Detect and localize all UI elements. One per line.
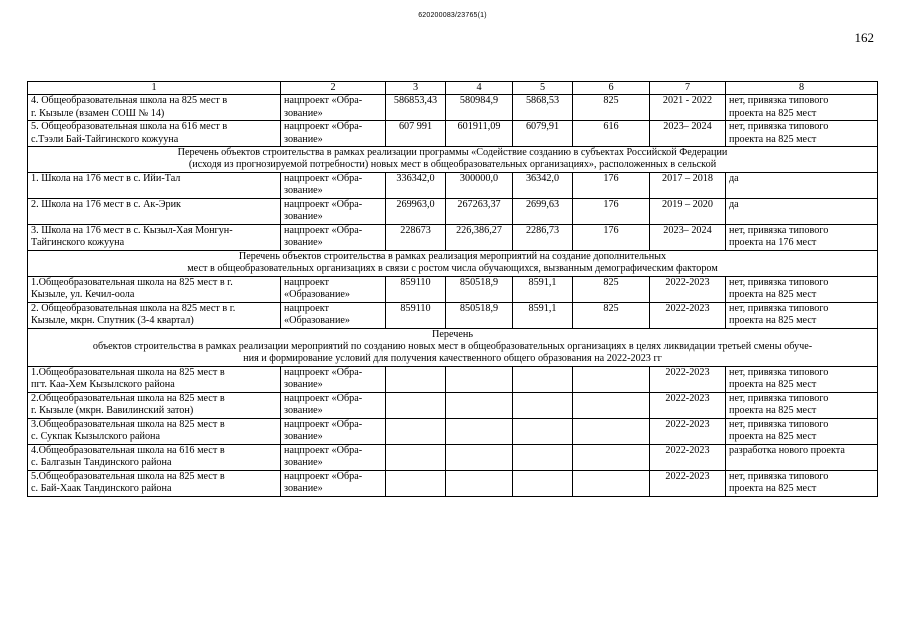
table-row (28, 302, 878, 328)
funding-source-cell (281, 121, 386, 147)
cell-line: с.Тээли Бай-Тайгинского кожууна (31, 133, 179, 145)
cell-line: объектов строительства в рамках реализации мероприятий по созданию новых мест в общеобразовательных организациях в целях ликвидации третьей смены обуче- (92, 341, 813, 353)
cell-line: проекта на 825 мест (729, 107, 817, 119)
note-cell (726, 95, 878, 121)
object-name-cell (28, 470, 281, 496)
cell-line: нацпроект «Обра- (284, 366, 363, 378)
cell-line: нет, привязка типового (729, 302, 829, 314)
section-title-row (28, 328, 878, 366)
value-cell-c6: 825 (573, 276, 650, 302)
cell-line: нацпроект «Обра- (284, 172, 363, 184)
value-cell-c4: 850518,9 (446, 276, 513, 302)
value-cell-c4: 226,386,27 (446, 224, 513, 250)
cell-line: «Образование» (284, 289, 351, 301)
cell-line: зование» (284, 185, 323, 197)
funding-source-cell (281, 172, 386, 198)
table-row (28, 392, 878, 418)
value-cell-c4 (446, 470, 513, 496)
cell-line: 5. Общеобразовательная школа на 616 мест в (31, 121, 228, 132)
cell-line: Перечень объектов строительства в рамках реализации программы «Содействие созданию в субъектах Российской Федерации (177, 147, 728, 158)
column-header: 5 (513, 82, 573, 95)
cell-line: с. Сукпак Кызылского района (31, 431, 161, 443)
value-cell-c7: 2023– 2024 (650, 224, 726, 250)
cell-line: нет, привязка типового (729, 95, 829, 106)
note-cell (726, 224, 878, 250)
cell-line: Перечень (432, 328, 473, 340)
value-cell-c4: 267263,37 (446, 198, 513, 224)
value-cell-c7: 2022-2023 (650, 444, 726, 470)
value-cell-c6 (573, 418, 650, 444)
cell-line: проекта на 825 мест (729, 431, 817, 443)
note-cell (726, 470, 878, 496)
cell-line: 1.Общеобразовательная школа на 825 мест в г. (31, 276, 233, 288)
cell-line: зование» (284, 379, 323, 391)
cell-line: зование» (284, 405, 323, 417)
column-header: 1 (28, 82, 281, 95)
cell-line: нет, привязка типового (729, 418, 829, 430)
cell-line: нет, привязка типового (729, 121, 829, 132)
table-row (28, 276, 878, 302)
cell-line: 1. Школа на 176 мест в с. Ийи-Тал (31, 172, 181, 184)
value-cell-c7: 2021 - 2022 (650, 95, 726, 121)
funding-source-cell (281, 276, 386, 302)
column-number-header-row (28, 82, 878, 95)
object-name-cell (28, 302, 281, 328)
cell-line: 1.Общеобразовательная школа на 825 мест в (31, 366, 225, 378)
value-cell-c7: 2022-2023 (650, 470, 726, 496)
cell-line: 3.Общеобразовательная школа на 825 мест в (31, 418, 225, 430)
value-cell-c6: 176 (573, 172, 650, 198)
page-number: 162 (854, 30, 874, 45)
cell-line: нацпроект «Обра- (284, 198, 363, 210)
cell-line: да (729, 172, 739, 184)
value-cell-c7: 2022-2023 (650, 366, 726, 392)
cell-line: «Образование» (284, 315, 351, 327)
value-cell-c3: 607 991 (386, 121, 446, 147)
object-name-cell (28, 444, 281, 470)
cell-line: ния и формирование условий для получения качественного общего образования на 2022-2023 гг (243, 353, 662, 365)
cell-line: 5.Общеобразовательная школа на 825 мест в (31, 470, 225, 482)
value-cell-c5 (513, 392, 573, 418)
funding-source-cell (281, 392, 386, 418)
cell-line: нет, привязка типового (729, 224, 829, 236)
cell-line: зование» (284, 237, 323, 249)
table-row (28, 172, 878, 198)
cell-line: проекта на 825 мест (729, 483, 817, 495)
cell-line: пгт. Каа-Хем Кызылского района (31, 379, 175, 391)
object-name-cell (28, 95, 281, 121)
note-cell (726, 392, 878, 418)
value-cell-c6: 825 (573, 95, 650, 121)
cell-line: зование» (284, 107, 323, 119)
cell-line: нацпроект «Обра- (284, 95, 363, 106)
value-cell-c4: 850518,9 (446, 302, 513, 328)
value-cell-c4 (446, 392, 513, 418)
value-cell-c6: 825 (573, 302, 650, 328)
cell-line: проекта на 825 мест (729, 405, 817, 417)
value-cell-c6 (573, 444, 650, 470)
value-cell-c3: 859110 (386, 302, 446, 328)
section-title-row (28, 147, 878, 173)
cell-line: проекта на 825 мест (729, 133, 817, 145)
value-cell-c3 (386, 470, 446, 496)
table-row (28, 444, 878, 470)
column-header: 6 (573, 82, 650, 95)
cell-line: Кызыле, ул. Кечил-оола (31, 289, 135, 301)
value-cell-c4 (446, 418, 513, 444)
cell-line: нет, привязка типового (729, 276, 829, 288)
value-cell-c7: 2023– 2024 (650, 121, 726, 147)
value-cell-c3 (386, 392, 446, 418)
value-cell-c5 (513, 470, 573, 496)
cell-line: Тайгинского кожууна (31, 237, 125, 249)
cell-line: 4.Общеобразовательная школа на 616 мест в (31, 444, 225, 456)
value-cell-c5 (513, 444, 573, 470)
value-cell-c5: 2699,63 (513, 198, 573, 224)
value-cell-c7: 2022-2023 (650, 276, 726, 302)
section-title (28, 328, 878, 366)
value-cell-c4 (446, 444, 513, 470)
cell-line: нацпроект «Обра- (284, 224, 363, 236)
construction-objects-table (27, 81, 878, 497)
table-row (28, 418, 878, 444)
cell-line: зование» (284, 431, 323, 443)
value-cell-c3: 228673 (386, 224, 446, 250)
section-title (28, 147, 878, 173)
cell-line: зование» (284, 211, 323, 223)
column-header: 8 (726, 82, 878, 95)
note-cell (726, 121, 878, 147)
cell-line: нет, привязка типового (729, 366, 829, 378)
value-cell-c4: 601911,09 (446, 121, 513, 147)
object-name-cell (28, 198, 281, 224)
column-header: 2 (281, 82, 386, 95)
note-cell (726, 198, 878, 224)
cell-line: нацпроект «Обра- (284, 121, 363, 132)
value-cell-c3: 336342,0 (386, 172, 446, 198)
cell-line: нацпроект «Обра- (284, 470, 363, 482)
cell-line: нет, привязка типового (729, 392, 829, 404)
funding-source-cell (281, 418, 386, 444)
funding-source-cell (281, 366, 386, 392)
cell-line: проекта на 825 мест (729, 289, 817, 301)
value-cell-c3 (386, 444, 446, 470)
value-cell-c7: 2022-2023 (650, 418, 726, 444)
value-cell-c5: 2286,73 (513, 224, 573, 250)
cell-line: (исходя из прогнозируемой потребности) новых мест в общеобразовательных организациях», расположенных в сельской (188, 159, 717, 171)
section-title (28, 250, 878, 276)
cell-line: 2. Общеобразовательная школа на 825 мест в г. (31, 302, 236, 314)
cell-line: разработка нового проекта (729, 444, 845, 456)
value-cell-c6 (573, 470, 650, 496)
value-cell-c5 (513, 418, 573, 444)
table-row (28, 470, 878, 496)
note-cell (726, 172, 878, 198)
note-cell (726, 276, 878, 302)
document-id: 620200083/23765(1) (418, 12, 487, 19)
funding-source-cell (281, 302, 386, 328)
table-body (28, 82, 878, 497)
cell-line: зование» (284, 457, 323, 469)
column-header: 7 (650, 82, 726, 95)
column-header: 3 (386, 82, 446, 95)
object-name-cell (28, 224, 281, 250)
value-cell-c7: 2022-2023 (650, 302, 726, 328)
value-cell-c5: 36342,0 (513, 172, 573, 198)
table-row (28, 95, 878, 121)
value-cell-c6 (573, 392, 650, 418)
object-name-cell (28, 172, 281, 198)
value-cell-c3 (386, 418, 446, 444)
cell-line: 2.Общеобразовательная школа на 825 мест в (31, 392, 225, 404)
value-cell-c5: 6079,91 (513, 121, 573, 147)
cell-line: 3. Школа на 176 мест в с. Кызыл-Хая Монгун- (31, 224, 233, 236)
cell-line: г. Кызыле (взамен СОШ № 14) (31, 107, 165, 119)
cell-line: Кызыле, мкрн. Спутник (3-4 квартал) (31, 315, 194, 327)
cell-line: с. Бай-Хаак Тандинского района (31, 483, 172, 495)
value-cell-c6: 176 (573, 198, 650, 224)
cell-line: 4. Общеобразовательная школа на 825 мест в (31, 95, 228, 106)
value-cell-c4 (446, 366, 513, 392)
value-cell-c6: 176 (573, 224, 650, 250)
note-cell (726, 444, 878, 470)
object-name-cell (28, 276, 281, 302)
cell-line: нацпроект «Обра- (284, 418, 363, 430)
table-row (28, 366, 878, 392)
cell-line: нацпроект (284, 276, 329, 288)
table-row (28, 224, 878, 250)
value-cell-c7: 2019 – 2020 (650, 198, 726, 224)
object-name-cell (28, 392, 281, 418)
funding-source-cell (281, 470, 386, 496)
value-cell-c7: 2022-2023 (650, 392, 726, 418)
funding-source-cell (281, 95, 386, 121)
value-cell-c6 (573, 366, 650, 392)
value-cell-c5 (513, 366, 573, 392)
cell-line: нацпроект (284, 302, 329, 314)
funding-source-cell (281, 444, 386, 470)
object-name-cell (28, 121, 281, 147)
value-cell-c5: 5868,53 (513, 95, 573, 121)
value-cell-c6: 616 (573, 121, 650, 147)
value-cell-c4: 300000,0 (446, 172, 513, 198)
cell-line: проекта на 176 мест (729, 237, 817, 249)
section-title-row (28, 250, 878, 276)
funding-source-cell (281, 224, 386, 250)
cell-line: 2. Школа на 176 мест в с. Ак-Эрик (31, 198, 181, 210)
cell-line: проекта на 825 мест (729, 379, 817, 391)
value-cell-c3: 269963,0 (386, 198, 446, 224)
note-cell (726, 302, 878, 328)
table-row (28, 121, 878, 147)
cell-line: нацпроект «Обра- (284, 444, 363, 456)
object-name-cell (28, 418, 281, 444)
cell-line: мест в общеобразовательных организациях в связи с ростом числа обучающихся, вызванным демографическим фактором (187, 263, 718, 275)
cell-line: Перечень объектов строительства в рамках реализация мероприятий на создание дополнительных (238, 250, 667, 262)
object-name-cell (28, 366, 281, 392)
cell-line: проекта на 825 мест (729, 315, 817, 327)
cell-line: с. Балгазын Тандинского района (31, 457, 172, 469)
note-cell (726, 366, 878, 392)
note-cell (726, 418, 878, 444)
value-cell-c3 (386, 366, 446, 392)
value-cell-c5: 8591,1 (513, 302, 573, 328)
cell-line: нацпроект «Обра- (284, 392, 363, 404)
value-cell-c5: 8591,1 (513, 276, 573, 302)
cell-line: зование» (284, 483, 323, 495)
table-row (28, 198, 878, 224)
value-cell-c7: 2017 – 2018 (650, 172, 726, 198)
cell-line: да (729, 198, 739, 210)
cell-line: г. Кызыле (мкрн. Вавилинский затон) (31, 405, 194, 417)
column-header: 4 (446, 82, 513, 95)
cell-line: зование» (284, 133, 323, 145)
funding-source-cell (281, 198, 386, 224)
value-cell-c3: 859110 (386, 276, 446, 302)
cell-line: нет, привязка типового (729, 470, 829, 482)
value-cell-c4: 580984,9 (446, 95, 513, 121)
value-cell-c3: 586853,43 (386, 95, 446, 121)
